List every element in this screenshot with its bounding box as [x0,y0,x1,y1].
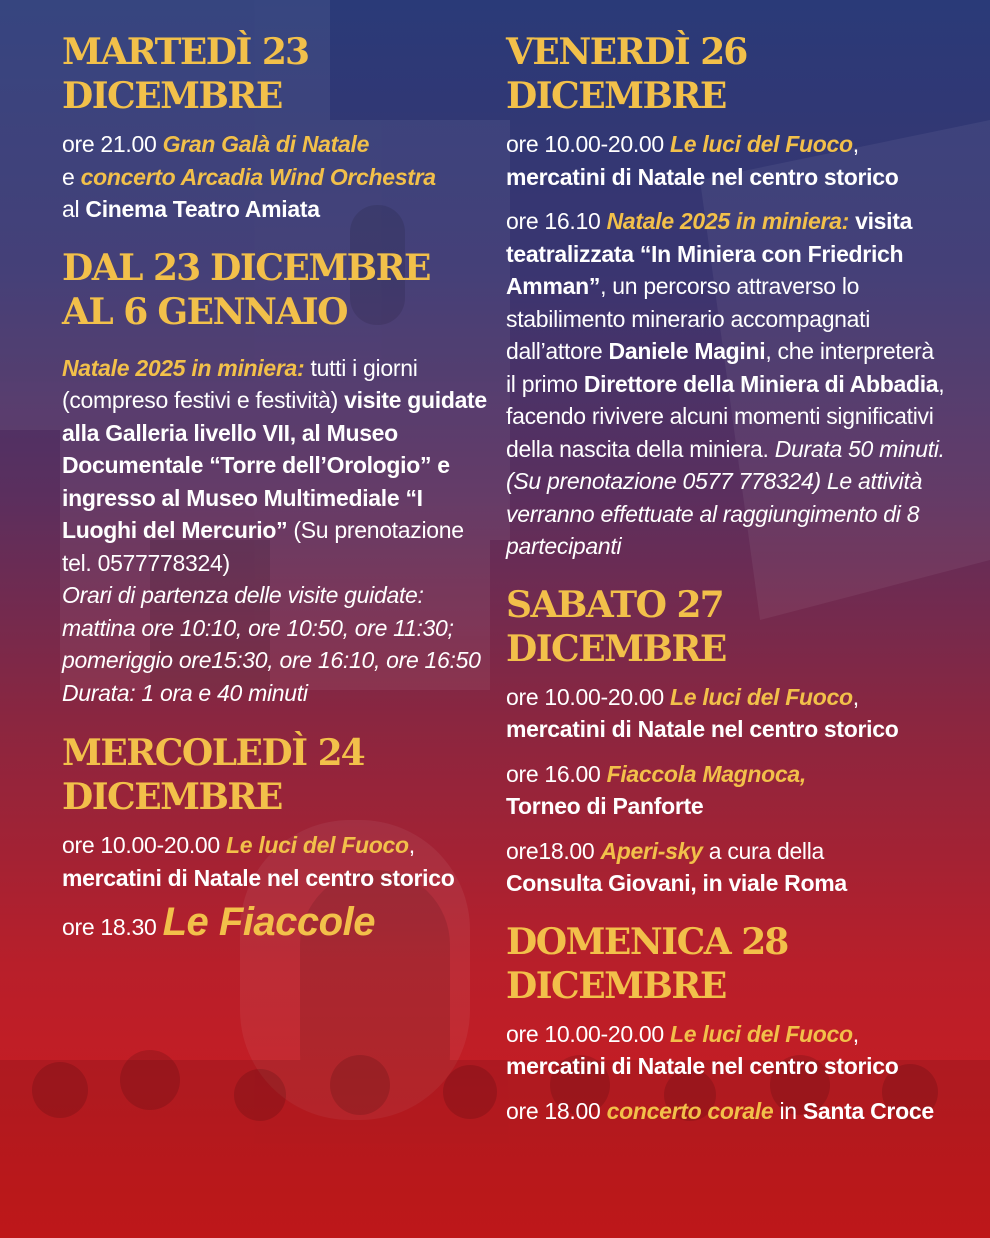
date-heading: SABATO 27 DICEMBRE [506,583,726,670]
event-details: ore 16.00 Fiaccola Magnoca, Torneo di Panforte [506,760,807,819]
event-domenica-28 [506,920,946,1128]
right-column [506,30,946,1139]
event-details: ore 18.00 concerto corale in Santa Croce [506,1097,934,1124]
left-column [62,30,492,956]
event-details: ore 10.00-20.00 Le luci del Fuoco, mercatini di Natale nel centro storico [506,131,899,190]
event-mercoledi-24 [62,731,492,944]
event-dal-23-al-6 [62,246,492,710]
event-details: ore 16.10 Natale 2025 in miniera: visita teatralizzata “In Miniera con Friedrich Amman”, un percorso attraverso lo stabilimento minerario accompagnati dall’attore Daniele Magini, che interpreterà il primo Direttore della Miniera di Abbadia, facendo rivivere alcuni momenti significativi della nascita della miniera. Durata 50 minuti. (Su prenotazione 0577 778324) Le attività verranno effettuate al raggiungimento di 8 partecipanti [506,208,945,559]
date-heading: MERCOLEDÌ 24 DICEMBRE [62,732,364,818]
event-details: ore 10.00-20.00 Le luci del Fuoco, mercatini di Natale nel centro storico [506,683,899,742]
event-details: ore 10.00-20.00 Le luci del Fuoco, mercatini di Natale nel centro storico [506,1020,899,1079]
event-details: Natale 2025 in miniera: tutti i giorni (compreso festivi e festività) visite guidate alla Galleria livello VII, al Museo Documentale “Torre dell’Orologio” e ingresso al Museo Multimediale “I Luoghi del Mercurio” (Su prenotazione tel. 0577778324) Orari di partenza delle visite guidate: mattina ore 10:10, ore 10:50, ore 11:30; pomeriggio ore15:30, ore 16:10, ore 16:50 Durata: 1 ora e 40 minuti [62,354,487,706]
event-details: ore 18.30 Le Fiaccole [62,900,375,944]
event-details: ore 21.00 Gran Galà di Natale e concerto Arcadia Wind Orchestra al Cinema Teatro Amiata [62,131,436,222]
event-venerdi-26 [506,30,946,563]
date-heading: DAL 23 DICEMBRE AL 6 GENNAIO [62,246,430,333]
event-martedi-23 [62,30,492,226]
date-heading: VENERDÌ 26 DICEMBRE [506,31,747,117]
event-details: ore 10.00-20.00 Le luci del Fuoco, mercatini di Natale nel centro storico [62,832,455,891]
event-sabato-27 [506,583,946,900]
date-heading: DOMENICA 28 DICEMBRE [506,920,788,1007]
date-heading: MARTEDÌ 23 DICEMBRE [62,31,309,117]
event-details: ore18.00 Aperi-sky a cura della Consulta Giovani, in viale Roma [506,837,847,896]
